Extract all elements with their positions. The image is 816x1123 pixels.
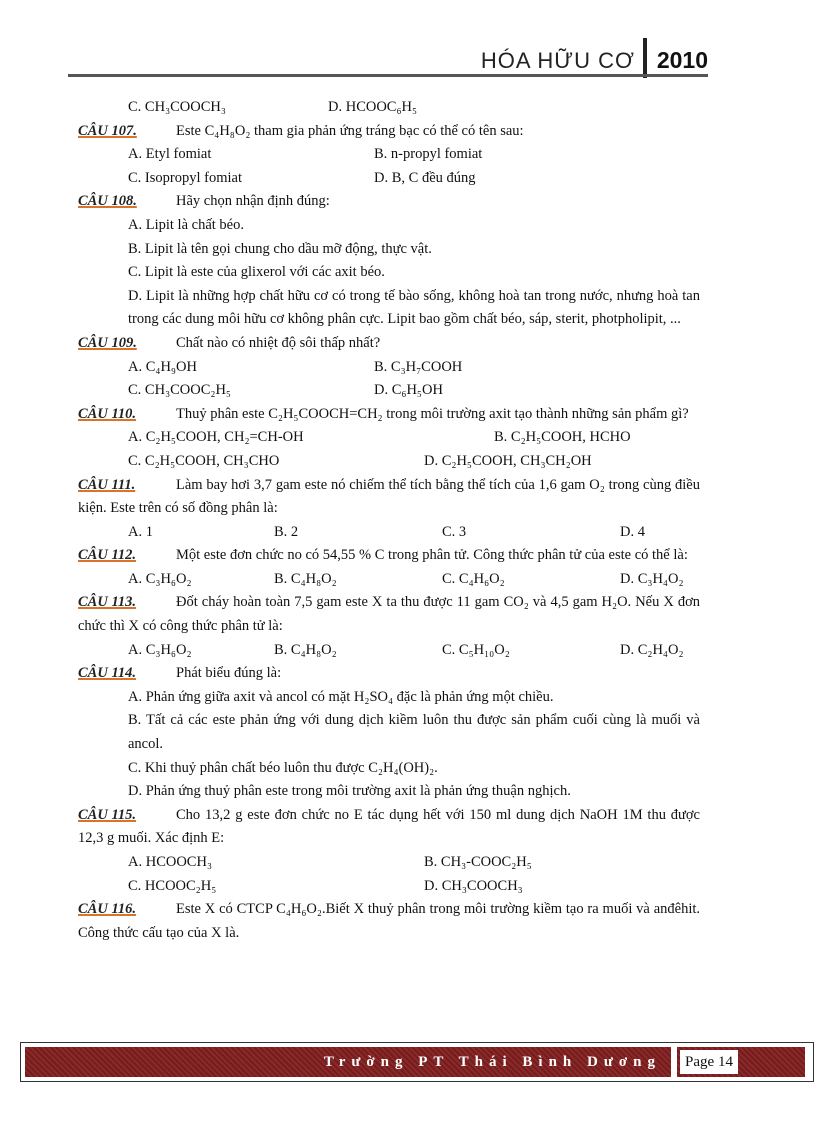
- option-row: [78, 875, 700, 899]
- option-row: [78, 851, 700, 875]
- option-a: A. 1: [128, 523, 153, 540]
- option-b: B. n-propyl fomiat: [374, 146, 483, 163]
- question-115: [78, 804, 700, 851]
- question-text: Một este đơn chức no có 54,55 % C trong phân tử. Công thức phân tử của este có thể là:: [176, 547, 688, 564]
- option-row: [78, 379, 700, 403]
- option-row: [78, 639, 700, 663]
- option-a: A. Etyl fomiat: [128, 146, 212, 163]
- option-row: [78, 96, 700, 120]
- question-text: Cho 13,2 g este đơn chức no E tác dụng hết với 150 ml dung dịch NaOH 1M thu được 12,3 g muối. Xác định E:: [78, 806, 700, 847]
- question-text: Chất nào có nhiệt độ sôi thấp nhất?: [176, 334, 381, 351]
- question-113: [78, 591, 700, 638]
- question-108: [78, 190, 700, 214]
- question-label: CÂU 107.: [78, 122, 137, 139]
- page-header: [481, 38, 708, 78]
- option-a: A. C₃H₆O₂: [128, 570, 192, 587]
- option-d: D. 4: [620, 523, 645, 540]
- question-110: [78, 403, 700, 427]
- header-subject: HÓA HỮU CƠ: [480, 48, 635, 73]
- question-label: CÂU 112.: [78, 547, 137, 564]
- option-b: B. 2: [274, 523, 299, 540]
- page-footer: [20, 1042, 814, 1082]
- option-b: B. Tất cả các este phản ứng với dung dịch kiềm luôn thu được sản phẩm cuối cùng là muối và ancol.: [128, 712, 700, 753]
- option-row: [78, 426, 700, 450]
- option-d: D. Phản ứng thuỷ phân este trong môi trường axit là phản ứng thuận nghịch.: [128, 783, 571, 800]
- question-112: [78, 544, 700, 568]
- option-c: C. Isopropyl fomiat: [128, 169, 242, 186]
- question-text: Đốt cháy hoàn toàn 7,5 gam este X ta thu được 11 gam CO₂ và 4,5 gam H₂O. Nếu X đơn chức thì X có công thức phân tử là:: [78, 594, 700, 635]
- option-b: B. Lipit là tên gọi chung cho dầu mỡ động, thực vật.: [128, 240, 432, 257]
- question-label: CÂU 116.: [78, 901, 137, 918]
- option-row: [78, 521, 700, 545]
- option-c: C. Lipit là este của glixerol với các axit béo.: [128, 264, 385, 281]
- option-c: C. C₂H₅COOH, CH₃CHO: [128, 452, 280, 469]
- option-a: A. HCOOCH₃: [128, 854, 213, 870]
- option-b: B. C₄H₈O₂: [274, 570, 337, 587]
- option-a: A. Lipit là chất béo.: [128, 216, 244, 233]
- option-a: A. C₃H₆O₂: [128, 641, 192, 658]
- question-list: [78, 96, 700, 945]
- option-b: B. C₄H₈O₂: [274, 641, 337, 658]
- question-text: Phát biểu đúng là:: [176, 665, 282, 682]
- question-label: CÂU 109.: [78, 334, 137, 351]
- question-text: Este C₄H₈O₂ tham gia phản ứng tráng bạc có thể có tên sau:: [176, 122, 524, 139]
- option-b: B. C₃H₇COOH: [374, 358, 463, 375]
- question-107: [78, 120, 700, 144]
- question-label: CÂU 110.: [78, 405, 137, 422]
- question-text: Este X có CTCP C₄H₆O₂.Biết X thuỷ phân trong môi trường kiềm tạo ra muối và anđêhit. Công thức cấu tạo của X là.: [78, 901, 700, 941]
- question-109: [78, 332, 700, 356]
- option-a: A. C₂H₅COOH, CH₂=CH-OH: [128, 429, 304, 446]
- option-b: B. CH₃-COOC₂H₅: [424, 854, 532, 870]
- question-label: CÂU 115.: [78, 806, 137, 823]
- option-c: C. CH₃COOC₂H₅: [128, 382, 231, 399]
- option-c: C. CH₃COOCH₃: [128, 99, 226, 115]
- question-label: CÂU 108.: [78, 193, 137, 210]
- footer-band: [25, 1047, 671, 1077]
- option-row: [78, 143, 700, 167]
- header-rule: [68, 74, 708, 77]
- option-d: D. Lipit là những hợp chất hữu cơ có trong tế bào sống, không hoà tan trong nước, nhưng hoà tan trong các dung môi hữu cơ không phân cực. Lipit bao gồm chất béo, sáp, sterit, photpholipit, ...: [128, 287, 700, 328]
- option-c: C. 3: [442, 523, 467, 540]
- option-d: D. C₂H₄O₂: [620, 641, 684, 658]
- question-label: CÂU 113.: [78, 594, 137, 611]
- option-d: D. C₃H₄O₂: [620, 570, 684, 587]
- header-year: 2010: [643, 38, 708, 78]
- option-d: D. C₆H₅OH: [374, 382, 443, 399]
- option-c: C. C₄H₆O₂: [442, 570, 505, 587]
- question-111: [78, 474, 700, 521]
- option-a: A. C₄H₉OH: [128, 358, 197, 375]
- footer-page-box: [677, 1047, 805, 1077]
- option-row: [78, 450, 700, 474]
- option-a: A. Phản ứng giữa axit và ancol có mặt H₂SO₄ đặc là phản ứng một chiều.: [128, 688, 554, 705]
- question-text: Thuỷ phân este C₂H₅COOCH=CH₂ trong môi trường axit tạo thành những sản phẩm gì?: [176, 405, 689, 422]
- option-row: [78, 167, 700, 191]
- question-114: [78, 662, 700, 686]
- option-d: D. C₂H₅COOH, CH₃CH₂OH: [424, 452, 592, 469]
- option-c: C. HCOOC₂H₅: [128, 877, 217, 894]
- option-row: [78, 356, 700, 380]
- question-label: CÂU 111.: [78, 476, 136, 493]
- page-number: Page 14: [680, 1050, 738, 1074]
- option-d: D. HCOOC₆H₅: [328, 99, 418, 115]
- option-c: C. Khi thuỷ phân chất béo luôn thu được C₂H₄(OH)₂.: [128, 759, 438, 776]
- option-d: D. CH₃COOCH₃: [424, 877, 523, 894]
- question-text: Hãy chọn nhận định đúng:: [176, 193, 330, 210]
- question-label: CÂU 114.: [78, 665, 137, 682]
- option-c: C. C₅H₁₀O₂: [442, 641, 510, 658]
- question-116: [78, 898, 700, 945]
- footer-school: Trường PT Thái Bình Dương: [323, 1053, 661, 1070]
- option-b: B. C₂H₅COOH, HCHO: [494, 429, 631, 446]
- option-row: [78, 568, 700, 592]
- option-d: D. B, C đều đúng: [374, 169, 476, 186]
- question-text: Làm bay hơi 3,7 gam este nó chiếm thể tích bằng thể tích của 1,6 gam O₂ trong cùng điều kiện. Este trên có số đồng phân là:: [78, 476, 700, 517]
